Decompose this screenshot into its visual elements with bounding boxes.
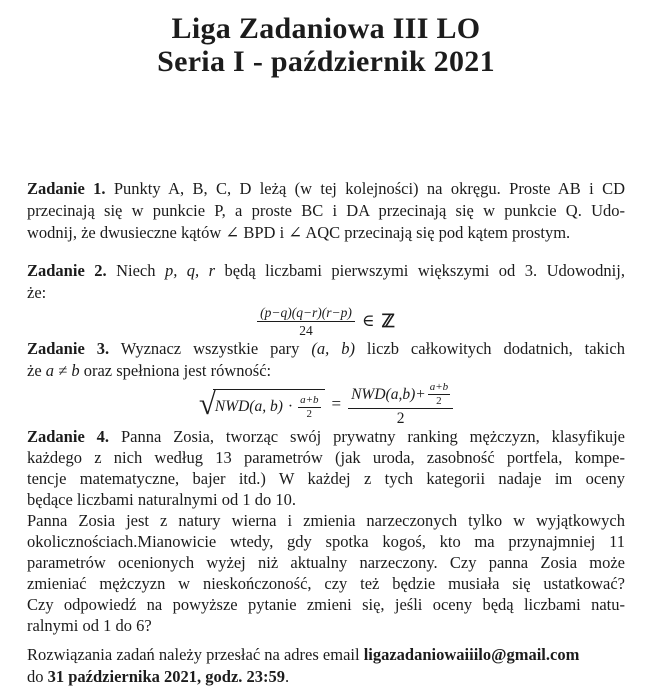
problem-4-text: ralnymi od 1 do 6?	[27, 616, 152, 635]
gcd-term: NWD(a, b)	[215, 396, 283, 418]
problem-4-line-3	[27, 468, 625, 489]
problem-4	[27, 426, 625, 636]
problem-4-text: Czy odpowiedź na powyższe pytanie zmieni się, jeśli oceny będą liczbami natu-	[27, 595, 625, 614]
problem-4-text: parametrów ocenionych wyżej niż aktualny narzeczony. Czy panna Zosia może	[27, 553, 625, 572]
problem-1-line-1	[27, 178, 625, 200]
fraction-denominator: 2	[397, 409, 405, 427]
submission-note-text: .	[285, 667, 289, 686]
problem-3-line-1	[27, 338, 625, 360]
fraction-numerator: a+b	[428, 382, 450, 395]
problem-4-line-10	[27, 615, 625, 636]
problem-4-text: zmieniać mężczyzn w nieskończoność, czy też będzie musiała się ustatkować?	[27, 574, 625, 593]
problem-3-text: że	[27, 361, 46, 380]
problem-4-text: tencje matematyczne, bajer itd.) W każdej z tych kategorii nadaje im oceny	[27, 469, 625, 488]
problem-4-line-6	[27, 531, 625, 552]
fraction	[257, 305, 355, 338]
problem-4-line-4	[27, 489, 625, 510]
problem-2-text: Niech	[107, 261, 165, 280]
problem-4-text: będące liczbami naturalnymi od 1 do 10.	[27, 490, 296, 509]
problem-1-text: Punkty A, B, C, D leżą (w tej kolejności) na okręgu. Proste AB i CD	[106, 179, 625, 198]
math-pair: (a, b)	[311, 339, 355, 358]
problem-4-text: Panna Zosia, tworząc swój prywatny ranking mężczyzn, klasyfikuje	[109, 427, 625, 446]
problem-1-line-2	[27, 200, 625, 222]
problem-3	[27, 338, 625, 423]
problem-4-line-1	[27, 426, 625, 447]
title-line-1: Liga Zadaniowa III LO	[27, 12, 625, 45]
problem-1-text: przecinają się w punkcie P, a proste BC i DA przecinają się w punkcie Q. Udo-	[27, 201, 625, 220]
equals-sign: =	[332, 393, 342, 415]
problem-4-line-7	[27, 552, 625, 573]
submission-email: ligazadaniowaiiilo@gmail.com	[364, 645, 580, 664]
problem-2	[27, 260, 625, 337]
fraction-numerator: a+b	[298, 395, 320, 408]
problem-2-line-1	[27, 260, 625, 282]
math-inequality: a ≠ b	[46, 361, 80, 380]
gcd-term: NWD(a,b)+	[351, 386, 426, 403]
problem-4-text: każdego z nich według 13 parametrów (jak uroda, zasobność portfela, kompe-	[27, 448, 625, 467]
problem-4-label: Zadanie 4.	[27, 427, 109, 446]
problem-1-label: Zadanie 1.	[27, 179, 106, 198]
problem-1-text: wodnij, że dwusieczne kątów ∠ BPD i ∠ AQC przecinają się pod kątem prostym.	[27, 223, 570, 242]
problem-4-line-2	[27, 447, 625, 468]
problem-4-line-9	[27, 594, 625, 615]
multiplication-dot: ·	[288, 396, 293, 418]
problem-3-text: liczb całkowitych dodatnich, takich	[355, 339, 625, 358]
problem-2-text: że:	[27, 283, 46, 302]
problem-3-line-2	[27, 360, 625, 382]
submission-note	[27, 644, 625, 687]
submission-note-text: Rozwiązania zadań należy przesłać na adres email	[27, 645, 364, 664]
problem-4-line-8	[27, 573, 625, 594]
fraction-denominator: 24	[299, 322, 313, 338]
problem-3-text: Wyznacz wszystkie pary	[109, 339, 311, 358]
fraction-numerator: (p−q)(q−r)(r−p)	[257, 305, 355, 322]
square-root	[199, 389, 325, 420]
element-of-symbol: ∈	[362, 310, 375, 332]
problem-2-text: będą liczbami pierwszymi większymi od 3. Udowodnij,	[215, 261, 625, 280]
radicand	[213, 389, 325, 420]
numerator-row	[351, 382, 450, 407]
problem-3-label: Zadanie 3.	[27, 339, 109, 358]
fraction-numerator	[348, 382, 453, 409]
integers-set-symbol: ℤ	[382, 310, 395, 332]
problem-4-line-5	[27, 510, 625, 531]
problem-4-text: Panna Zosia jest z natury wierna i zmienia narzeczonych tylko w wyjątkowych	[27, 511, 625, 530]
submission-deadline: 31 października 2021, godz. 23:59	[48, 667, 285, 686]
submission-note-line-1	[27, 644, 625, 666]
problem-1	[27, 178, 625, 244]
submission-note-line-2	[27, 666, 625, 687]
problem-2-formula	[27, 305, 625, 337]
fraction	[428, 382, 450, 407]
fraction-denominator: 2	[307, 408, 313, 420]
problem-3-text: oraz spełniona jest równość:	[80, 361, 272, 380]
title-line-2: Seria I - październik 2021	[27, 45, 625, 78]
problem-4-text: okolicznościach.Mianowicie wtedy, gdy spotka kogoś, kto ma przynajmniej 11	[27, 532, 625, 551]
problem-1-line-3	[27, 222, 625, 244]
submission-note-text: do	[27, 667, 48, 686]
document-title	[27, 12, 625, 78]
fraction	[298, 395, 320, 420]
problem-3-formula	[27, 385, 625, 423]
fraction-denominator: 2	[436, 395, 442, 407]
radical-sign-icon: √	[199, 390, 216, 418]
math-variables: p, q, r	[165, 261, 215, 280]
problem-2-label: Zadanie 2.	[27, 261, 107, 280]
fraction	[348, 382, 453, 427]
problem-2-line-2	[27, 282, 625, 304]
